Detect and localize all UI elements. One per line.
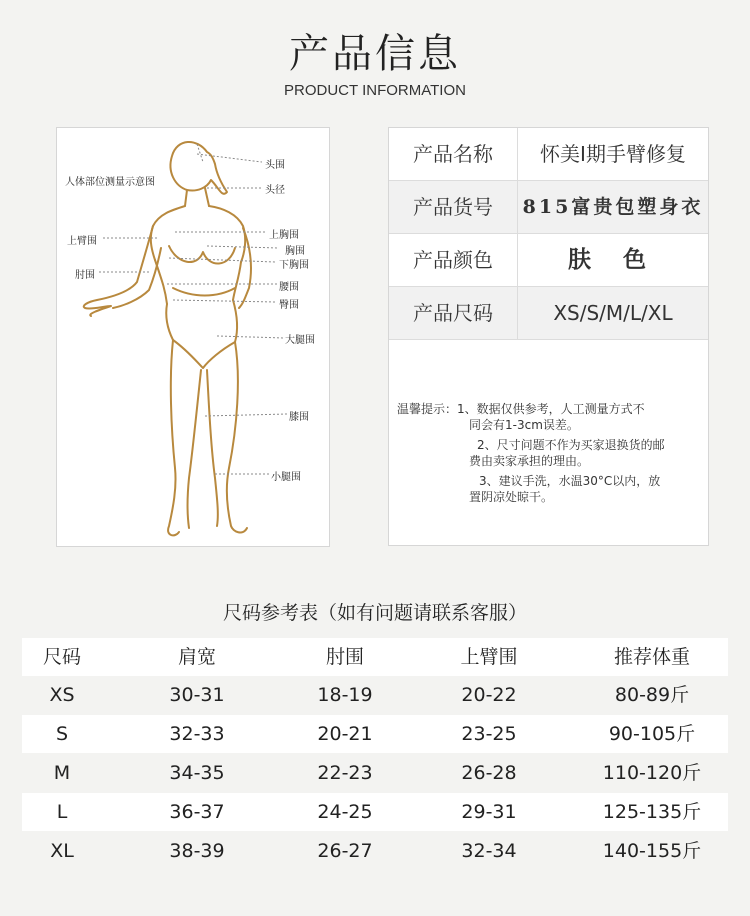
tip-line: 费由卖家承担的理由。 (469, 454, 590, 468)
column-header: 推荐体重 (613, 646, 690, 668)
table-row (22, 676, 728, 714)
info-value-name: 怀美I期手臂修复 (540, 142, 686, 166)
table-cell: 26-27 (317, 840, 373, 862)
label-under-chest: 下胸围 (279, 260, 309, 271)
product-info-panel (388, 127, 709, 546)
table-cell: 26-28 (461, 762, 517, 784)
table-cell: 20-21 (317, 723, 373, 745)
table-row (22, 793, 728, 831)
info-value-sku: 815富贵包塑身衣 (522, 196, 704, 218)
table-cell: 125-135斤 (602, 801, 702, 823)
size-chart-title: 尺码参考表（如有问题请联系客服） (222, 602, 527, 624)
column-header: 肘围 (325, 646, 364, 668)
info-row-color (389, 234, 708, 287)
page-subtitle: PRODUCT INFORMATION (284, 82, 466, 99)
table-cell: 23-25 (461, 723, 517, 745)
table-cell: XS (49, 684, 75, 706)
tip-line: 2、尺寸问题不作为买家退换货的邮 (477, 438, 665, 452)
tip-line: 温馨提示：1、数据仅供参考，人工测量方式不 (397, 402, 645, 416)
label-head-diameter: 头径 (265, 185, 285, 196)
label-thigh: 大腿围 (285, 335, 315, 346)
label-chest: 胸围 (285, 246, 305, 257)
info-label: 产品货号 (389, 181, 518, 233)
tip-line: 3、建议手洗，水温30°C以内，放 (479, 474, 661, 488)
label-waist: 腰围 (279, 282, 299, 293)
tip-line: 置阴凉处晾干。 (469, 490, 554, 504)
table-cell: 24-25 (317, 801, 373, 823)
tip-line: 同会有1-3cm误差。 (469, 418, 579, 432)
table-header-row (22, 638, 728, 676)
table-cell: 140-155斤 (602, 840, 702, 862)
table-cell: 32-33 (169, 723, 225, 745)
page-title: 产品信息 (289, 31, 461, 77)
label-knee: 膝围 (289, 412, 309, 423)
label-elbow: 肘围 (75, 270, 95, 281)
table-row (22, 832, 728, 870)
label-upper-chest: 上胸围 (269, 230, 299, 241)
size-chart-table (22, 638, 728, 870)
table-cell: 38-39 (169, 840, 225, 862)
table-cell: 22-23 (317, 762, 373, 784)
table-cell: S (55, 723, 69, 745)
label-head-circumference: 头围 (265, 160, 285, 171)
body-measurement-figure (56, 127, 330, 547)
table-cell: 34-35 (169, 762, 225, 784)
column-header: 上臂围 (460, 646, 518, 668)
info-label: 产品尺码 (389, 287, 518, 339)
table-cell: XL (50, 840, 74, 862)
table-cell: M (53, 762, 71, 784)
table-cell: 80-89斤 (614, 684, 690, 706)
table-cell: 36-37 (169, 801, 225, 823)
table-cell: 110-120斤 (602, 762, 702, 784)
info-label: 产品颜色 (389, 234, 518, 286)
table-cell: 32-34 (461, 840, 517, 862)
table-row (22, 715, 728, 753)
figure-caption: 人体部位测量示意图 (65, 177, 155, 188)
info-value-color: 肤 色 (567, 247, 658, 273)
label-hip: 臀围 (279, 300, 299, 311)
info-row-size (389, 287, 708, 340)
table-cell: 18-19 (317, 684, 373, 706)
info-value-size: XS/S/M/L/XL (553, 301, 673, 325)
column-header: 尺码 (42, 646, 81, 668)
info-row-name (389, 128, 708, 181)
table-row (22, 754, 728, 792)
table-cell: 30-31 (169, 684, 225, 706)
column-header: 肩宽 (177, 646, 216, 668)
table-cell: 29-31 (461, 801, 517, 823)
table-cell: 20-22 (461, 684, 517, 706)
label-calf: 小腿围 (271, 472, 301, 483)
info-row-sku (389, 181, 708, 234)
info-label: 产品名称 (389, 128, 518, 180)
table-cell: 90-105斤 (608, 723, 696, 745)
label-upper-arm: 上臂围 (67, 236, 97, 247)
table-cell: L (56, 801, 68, 823)
